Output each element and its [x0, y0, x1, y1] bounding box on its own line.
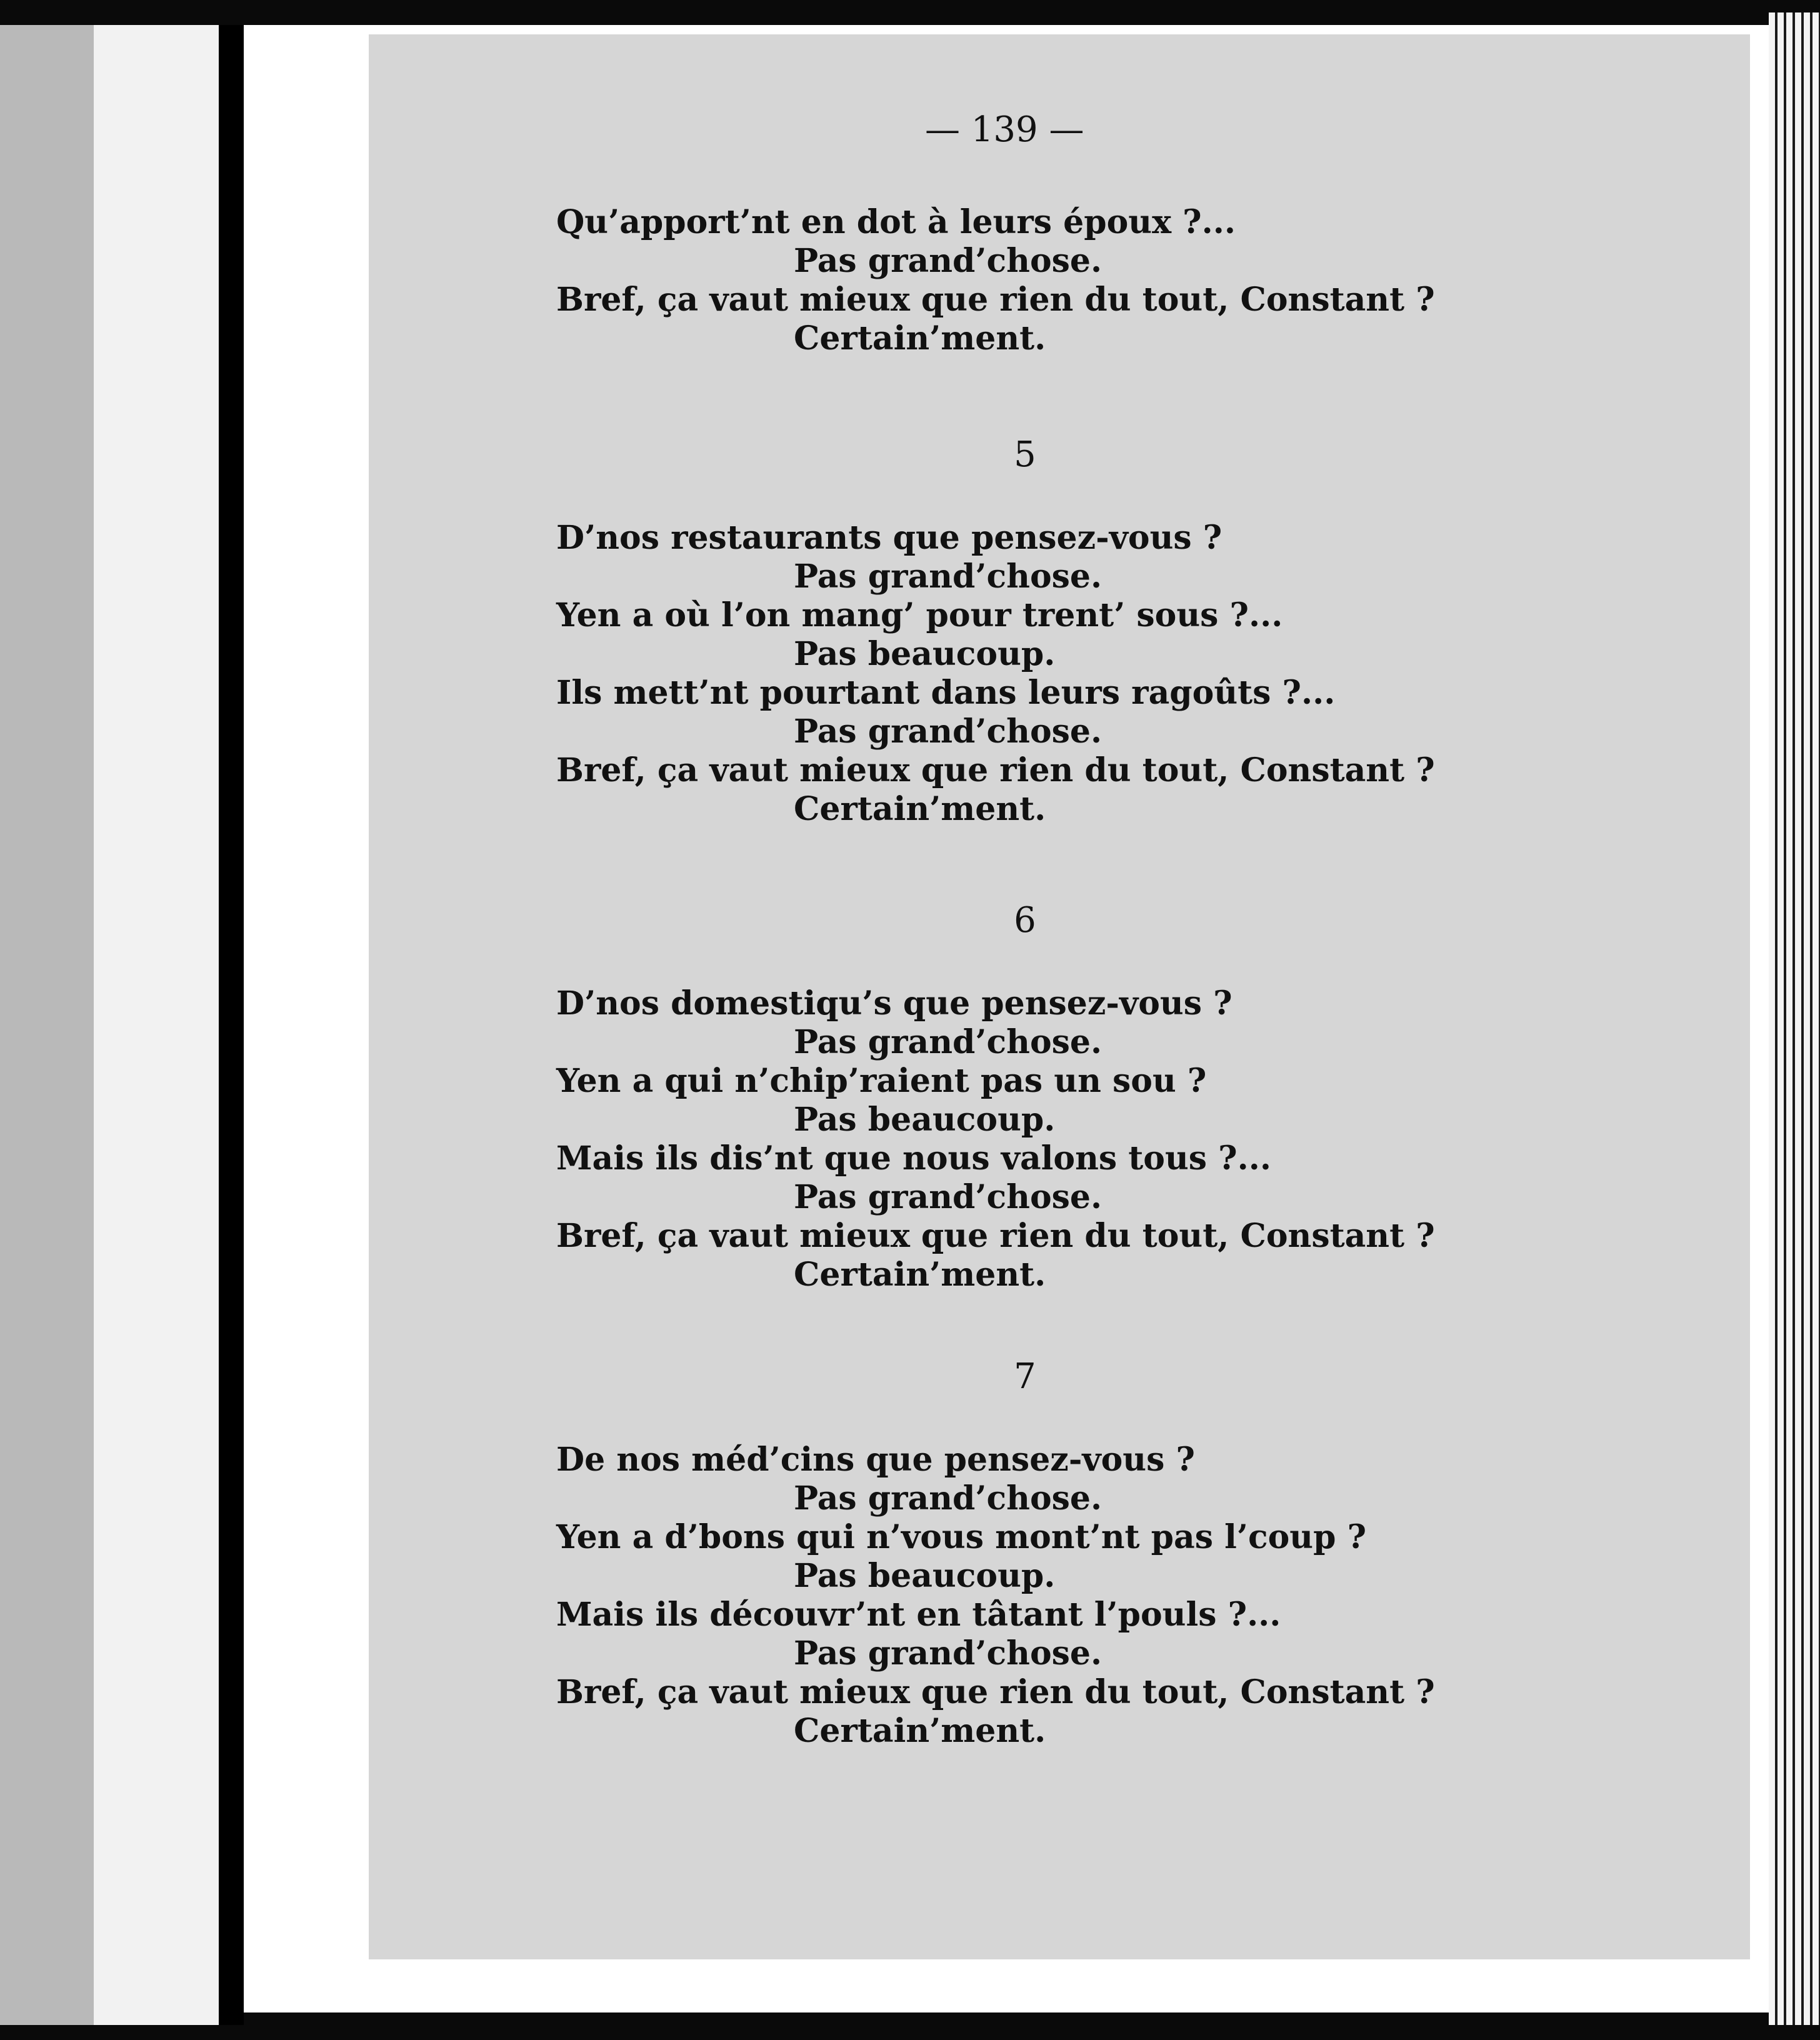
refrain-line: Pas grand’chose. [794, 1634, 1102, 1672]
verse-line: Bref, ça vaut mieux que rien du tout, Constant ? [556, 1673, 1435, 1711]
verse-line: Bref, ça vaut mieux que rien du tout, Constant ? [556, 751, 1435, 789]
stanza [556, 900, 1681, 1294]
page-edges [1769, 12, 1820, 2025]
verse-line: D’nos restaurants que pensez-vous ? [556, 519, 1222, 557]
refrain-line: Certain’ment. [794, 1256, 1046, 1294]
verse-line: Yen a qui n’chip’raient pas un sou ? [556, 1062, 1207, 1100]
refrain-line: Pas grand’chose. [794, 558, 1102, 596]
stanza [556, 1356, 1681, 1751]
book-page [369, 34, 1750, 1959]
verse-line: Qu’apport’nt en dot à leurs époux ?... [556, 203, 1236, 241]
verse-line: Bref, ça vaut mieux que rien du tout, Constant ? [556, 281, 1435, 319]
previous-page-margin [94, 25, 219, 2025]
refrain-line: Certain’ment. [794, 319, 1046, 358]
refrain-line: Pas grand’chose. [794, 1178, 1102, 1216]
verse-line: De nos méd’cins que pensez-vous ? [556, 1441, 1195, 1479]
verse-line: Ils mett’nt pourtant dans leurs ragoûts ?... [556, 674, 1336, 712]
verse-line: Mais ils découvr’nt en tâtant l’pouls ?... [556, 1596, 1281, 1634]
verse-line: Mais ils dis’nt que nous valons tous ?... [556, 1139, 1271, 1178]
verse-line: Yen a où l’on mang’ pour trent’ sous ?... [556, 596, 1283, 634]
refrain-line: Certain’ment. [794, 790, 1046, 828]
refrain-line: Pas beaucoup. [794, 1557, 1056, 1595]
refrain-line: Pas grand’chose. [794, 712, 1102, 751]
book-gutter [219, 25, 244, 2025]
stanza [556, 203, 1681, 358]
stanza-number: 6 [1014, 900, 1036, 941]
verse-line: Bref, ça vaut mieux que rien du tout, Constant ? [556, 1217, 1435, 1255]
refrain-line: Pas grand’chose. [794, 242, 1102, 280]
refrain-line: Certain’ment. [794, 1712, 1046, 1750]
refrain-line: Pas beaucoup. [794, 635, 1056, 673]
stanza-number: 7 [1014, 1356, 1036, 1397]
stanza-number: 5 [1014, 434, 1036, 475]
verse-line: D’nos domestiqu’s que pensez-vous ? [556, 984, 1232, 1022]
stanza [556, 434, 1681, 829]
refrain-line: Pas grand’chose. [794, 1023, 1102, 1061]
refrain-line: Pas beaucoup. [794, 1101, 1056, 1139]
verse-line: Yen a d’bons qui n’vous mont’nt pas l’coup ? [556, 1518, 1367, 1556]
refrain-line: Pas grand’chose. [794, 1479, 1102, 1518]
page-number: — 139 — [925, 109, 1084, 150]
